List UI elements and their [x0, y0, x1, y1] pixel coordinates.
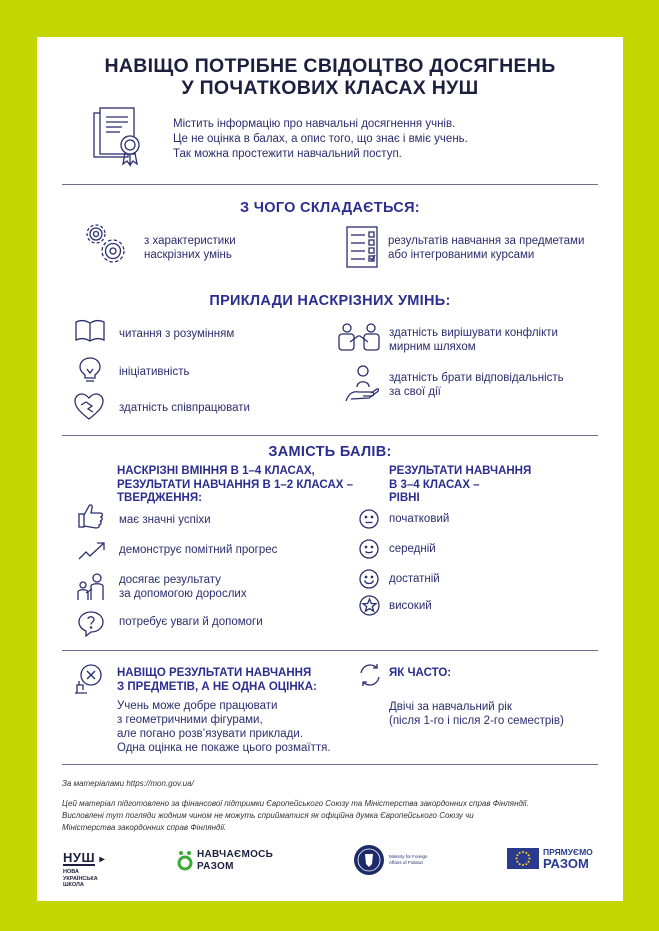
skill-responsibility: здатність брати відповідальність за свої дії [389, 372, 564, 398]
handshake-heart-icon [74, 393, 104, 421]
book-icon [74, 319, 106, 343]
consists-item-results: результатів навчання за предметами або інтегрованими курсами [388, 235, 585, 261]
skill-cooperation: здатність співпрацювати [119, 402, 250, 414]
divider [62, 435, 598, 436]
green-o-icon [177, 850, 193, 872]
statement-great-success: має значні успіхи [119, 514, 211, 526]
star-icon [359, 595, 380, 616]
why-text: Учень може добре працювати з геометричними фігурами, але погано розв’язувати приклади. Одна оцінка не покаже цього розмаїття. [117, 700, 331, 754]
divider [62, 650, 598, 651]
consists-heading: З ЧОГО СКЛАДАЄТЬСЯ: [240, 200, 420, 216]
adult-child-icon [75, 573, 107, 601]
skill-initiative: ініціативність [119, 366, 190, 378]
divider [62, 764, 598, 765]
smile-icon [359, 569, 379, 589]
skill-conflict: здатність вирішувати конфлікти мирним шляхом [389, 327, 558, 353]
statement-needs-attention: потребує уваги й допомоги [119, 616, 263, 628]
progress-arrow-icon [78, 540, 106, 560]
statement-with-help: досягає результату за допомогою дорослих [119, 574, 247, 600]
page-title: НАВІЩО ПОТРІБНЕ СВІДОЦТВО ДОСЯГНЕНЬ У ПОЧАТКОВИХ КЛАСАХ НУШ [104, 55, 556, 99]
checklist-icon [346, 226, 382, 270]
navchaemos-razom-logo: НАВЧАЄМОСЬ РАЗОМ [177, 849, 297, 875]
gears-icon [81, 219, 129, 267]
source-note: За матеріалами https://mon.gov.ua/ [62, 779, 194, 788]
instead-heading: ЗАМІСТЬ БАЛІВ: [268, 444, 392, 460]
levels-heading: РЕЗУЛЬТАТИ НАВЧАННЯ В 3–4 КЛАСАХ – РІВНІ [389, 465, 532, 504]
divider [62, 184, 598, 185]
nush-logo: НУШ ▸ НОВА УКРАЇНСЬКА ШКОЛА [63, 850, 105, 888]
consists-item-skills: з характеристики наскрізних умінь [144, 235, 236, 261]
why-heading: НАВІЩО РЕЗУЛЬТАТИ НАВЧАННЯ З ПРЕДМЕТІВ, А НЕ ОДНА ОЦІНКА: [117, 667, 317, 693]
people-conflict-icon [338, 322, 380, 352]
eu-logo: ПРЯМУЄМО РАЗОМ [507, 847, 599, 871]
infographic-sheet [37, 37, 623, 901]
level-high: високий [389, 600, 432, 612]
finland-mfa-logo: Ministry for Foreign Affairs of Finland [353, 844, 453, 878]
disclaimer: Цей матеріал підготовлено за фінансової підтримки Європейського Союзу та Міністерства закордонних справ Фінляндії. Висловлені тут погляди жодним чином не можуть сприйматися як офіційна думка Європейського Союзу чи Міністерства закордонних справ Фінляндії. [62, 799, 529, 832]
hand-person-icon [345, 365, 379, 403]
eu-flag-icon [507, 848, 539, 869]
neutral-face-icon [359, 509, 379, 529]
level-sufficient: достатній [389, 573, 440, 585]
skills-heading: ПРИКЛАДИ НАСКРІЗНИХ УМІНЬ: [209, 293, 451, 309]
microscope-cross-icon [73, 664, 103, 694]
thumbs-up-icon [78, 503, 104, 529]
how-often-heading: ЯК ЧАСТО: [389, 667, 452, 679]
finland-emblem-icon [353, 844, 385, 876]
statements-heading: НАСКРІЗНІ ВМІННЯ В 1–4 КЛАСАХ, РЕЗУЛЬТАТИ НАВЧАННЯ В 1–2 КЛАСАХ – ТВЕРДЖЕННЯ: [117, 465, 354, 504]
lightbulb-icon [79, 357, 101, 383]
skill-reading: читання з розумінням [119, 328, 235, 340]
statement-progress: демонструє помітний прогрес [119, 544, 278, 556]
intro-text: Містить інформацію про навчальні досягнення учнів. Це не оцінка в балах, а опис того, що знає і вміє учень. Так можна простежити навчальний поступ. [173, 118, 468, 160]
refresh-cycle-icon [358, 663, 382, 687]
level-initial: початковий [389, 513, 450, 525]
how-often-text: Двічі за навчальний рік (після 1-го і після 2-го семестрів) [389, 701, 564, 727]
certificate-icon [92, 107, 148, 167]
level-average: середній [389, 543, 436, 555]
question-bubble-icon [78, 611, 104, 637]
slight-smile-icon [359, 539, 379, 559]
